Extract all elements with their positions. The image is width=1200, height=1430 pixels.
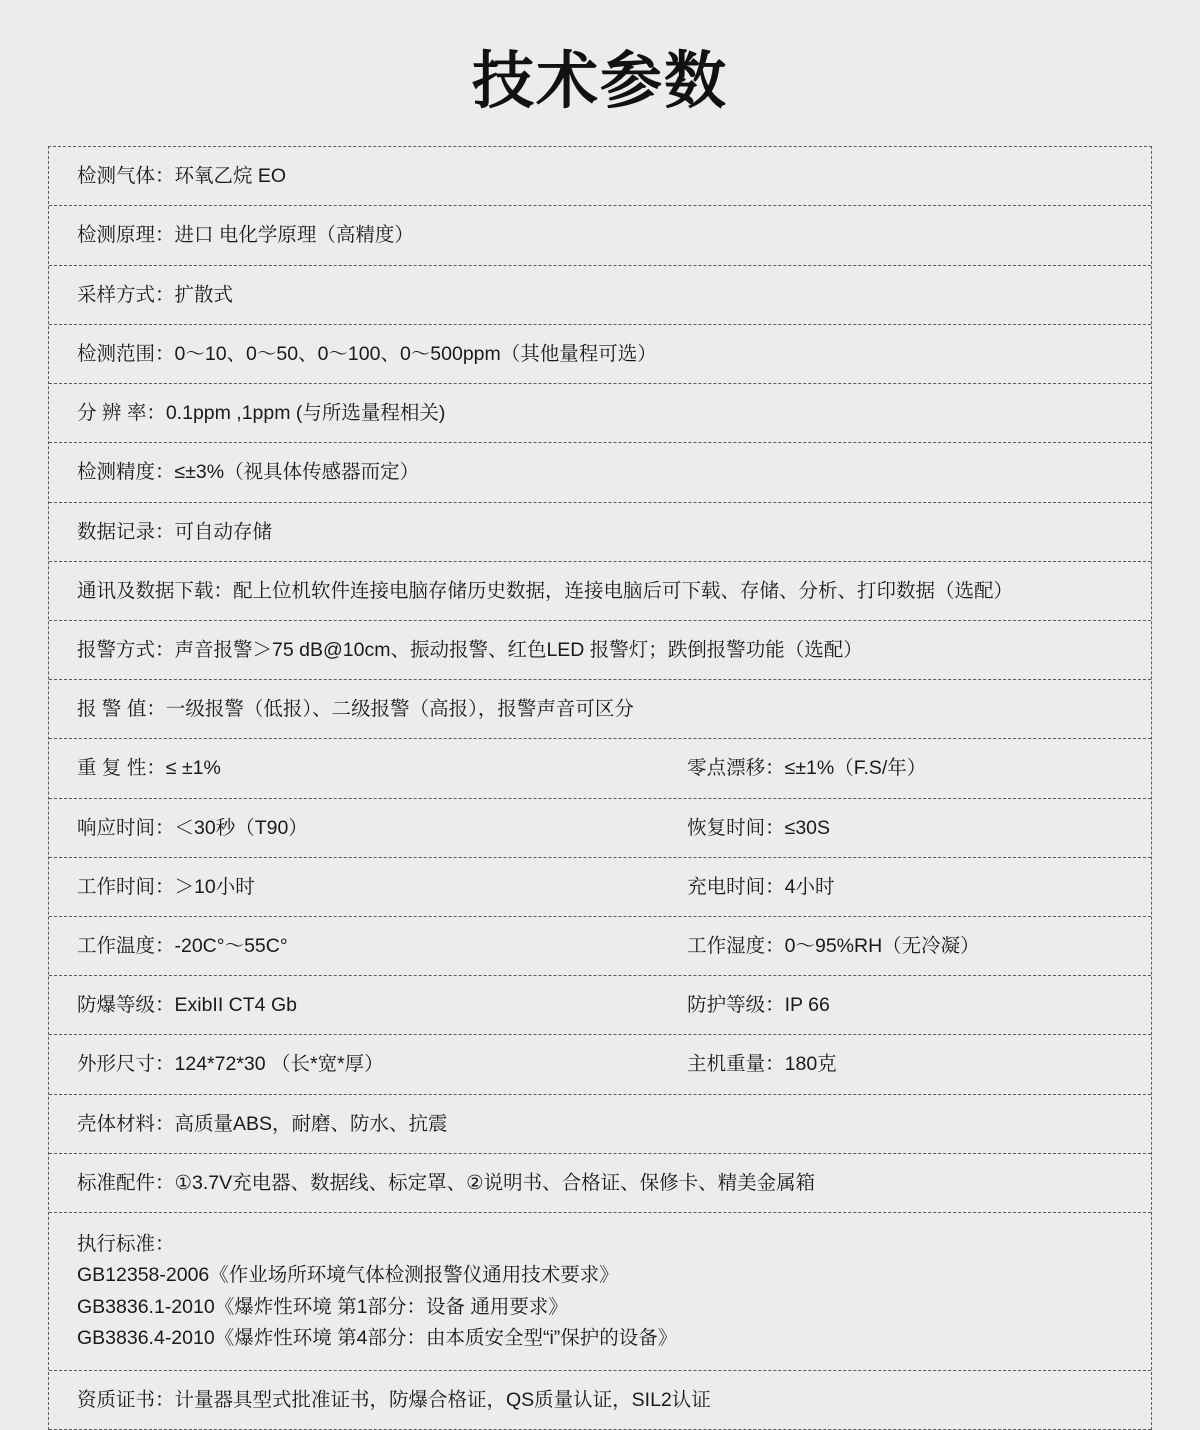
table-row [49, 147, 1151, 206]
table-row [49, 917, 1151, 976]
table-row [49, 384, 1151, 443]
spec-text: 检测气体：环氧乙烷 EO [77, 165, 287, 188]
spec-table [48, 146, 1152, 1430]
spec-text-left: 工作温度：-20C°～55C° [77, 935, 288, 958]
table-row [49, 206, 1151, 265]
standards-line: GB3836.4-2010《爆炸性环境 第4部分：由本质安全型“i”保护的设备》 [77, 1326, 678, 1349]
spec-text-right: 工作湿度：0～95%RH（无冷凝） [687, 935, 980, 958]
table-row [49, 858, 1151, 917]
table-row [49, 1154, 1151, 1213]
table-row [49, 1095, 1151, 1154]
spec-text-left: 响应时间：＜30秒（T90） [77, 816, 308, 839]
spec-text: 标准配件：①3.7V充电器、数据线、标定罩、②说明书、合格证、保修卡、精美金属箱 [77, 1171, 816, 1194]
standards-line: GB12358-2006《作业场所环境气体检测报警仪通用技术要求》 [77, 1264, 619, 1287]
spec-text: 数据记录：可自动存储 [77, 520, 273, 543]
spec-text-left: 工作时间：＞10小时 [77, 875, 255, 898]
spec-text-left: 外形尺寸：124*72*30 （长*宽*厚） [77, 1053, 384, 1076]
table-row [49, 1035, 1151, 1094]
spec-text: 通讯及数据下载：配上位机软件连接电脑存储历史数据，连接电脑后可下载、存储、分析、打印数据（选配） [77, 579, 1014, 602]
table-row [49, 266, 1151, 325]
spec-text-left: 重 复 性：≤ ±1% [77, 757, 221, 780]
spec-text: 检测范围：0～10、0～50、0～100、0～500ppm（其他量程可选） [77, 342, 657, 365]
spec-text-right: 恢复时间：≤30S [687, 816, 831, 839]
table-row [49, 680, 1151, 739]
table-row [49, 1371, 1151, 1430]
table-row [49, 976, 1151, 1035]
spec-text: 分 辨 率：0.1ppm ,1ppm (与所选量程相关) [77, 402, 446, 425]
spec-text: 报警方式：声音报警＞75 dB@10cm、振动报警、红色LED 报警灯；跌倒报警功能（选配） [77, 638, 863, 661]
spec-text-right: 主机重量：180克 [687, 1053, 837, 1076]
page-title: 技术参数 [471, 47, 728, 116]
table-row [49, 799, 1151, 858]
table-row-standards [49, 1213, 1151, 1371]
table-row [49, 739, 1151, 798]
spec-text-right: 充电时间：4小时 [687, 875, 835, 898]
table-row [49, 503, 1151, 562]
spec-text: 壳体材料：高质量ABS，耐磨、防水、抗震 [77, 1112, 448, 1135]
table-row [49, 621, 1151, 680]
spec-text: 报 警 值：一级报警（低报）、二级报警（高报），报警声音可区分 [77, 698, 634, 721]
spec-text: 检测原理：进口 电化学原理（高精度） [77, 224, 414, 247]
spec-text-block [49, 1213, 1151, 1370]
table-row [49, 325, 1151, 384]
standards-line: GB3836.1-2010《爆炸性环境 第1部分：设备 通用要求》 [77, 1295, 568, 1318]
spec-text-right: 零点漂移：≤±1%（F.S/年） [687, 757, 927, 780]
spec-text-left: 防爆等级：ExibII CT4 Gb [77, 994, 297, 1017]
spec-text: 资质证书：计量器具型式批准证书，防爆合格证，QS质量认证，SIL2认证 [77, 1388, 711, 1411]
table-row [49, 443, 1151, 502]
standards-line: 执行标准： [77, 1233, 175, 1256]
spec-text: 检测精度：≤±3%（视具体传感器而定） [77, 461, 420, 484]
spec-text-right: 防护等级：IP 66 [687, 994, 830, 1017]
table-row [49, 562, 1151, 621]
spec-text: 采样方式：扩散式 [77, 283, 234, 306]
